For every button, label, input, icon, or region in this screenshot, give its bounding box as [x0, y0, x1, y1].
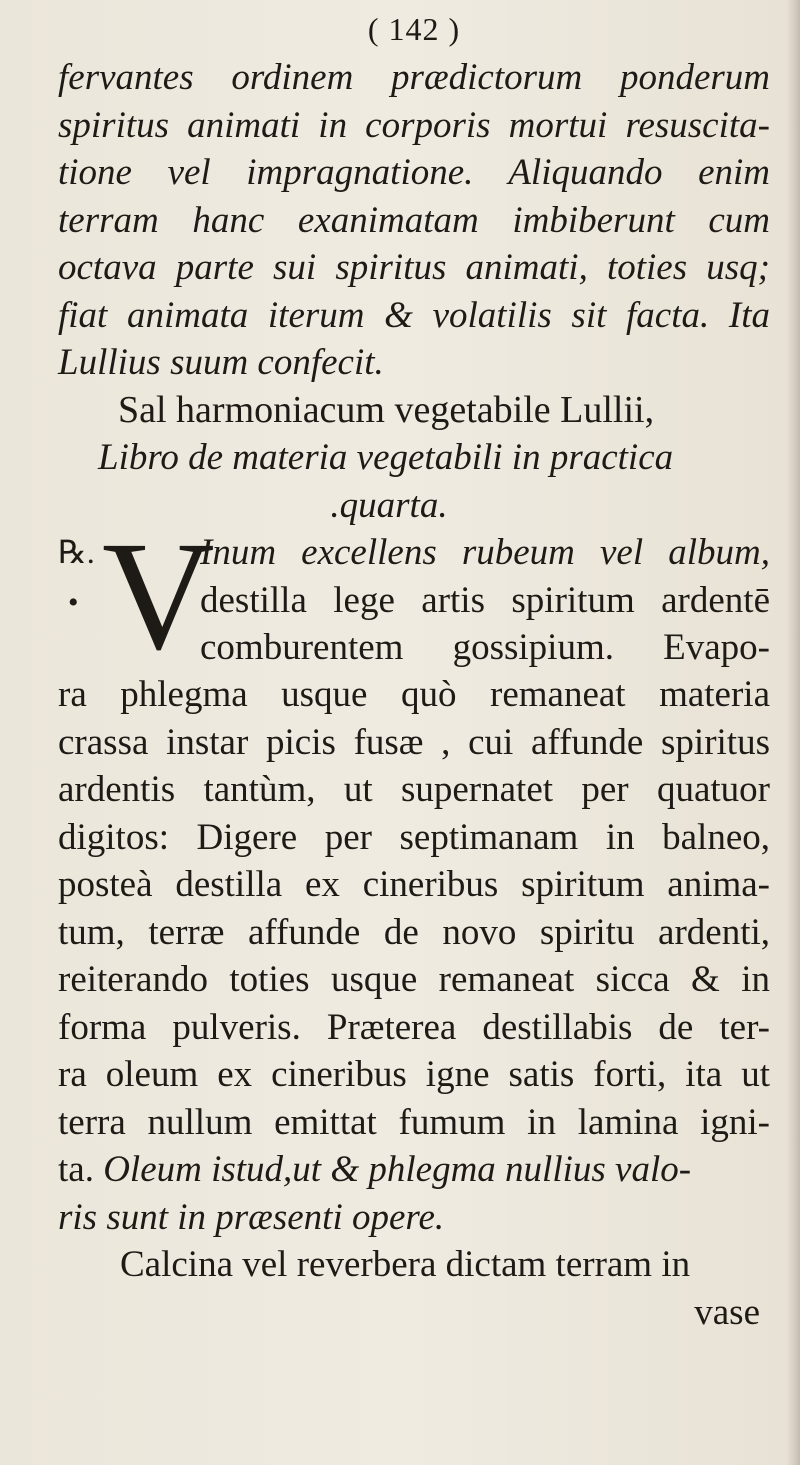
recipe-symbol: ℞.	[58, 534, 95, 570]
catchword: vase	[694, 1291, 760, 1333]
text-line: posteà destilla ex cineribus spiritum anima-	[58, 864, 770, 905]
section-subheading-end: .quarta.	[330, 484, 448, 526]
italic-remark: Oleum istud,ut & phlegma nullius valo-	[93, 1149, 692, 1190]
text-line: reiterando toties usque remaneat sicca & in	[58, 959, 770, 1000]
drop-cap-letter: V	[102, 509, 215, 682]
text-line: forma pulveris. Præterea destillabis de ter-	[58, 1006, 770, 1048]
text-line: octava parte sui spiritus animati, toties usq;	[58, 247, 770, 288]
text-line-mixed	[58, 1146, 770, 1194]
text-line: digitos: Digere per septimanam in balneo,	[58, 816, 770, 858]
text-line: tum, terræ affunde de novo spiritu ardenti,	[58, 911, 770, 953]
text-line: Lullius suum confecit.	[58, 342, 384, 383]
text-line: comburentem gossipium. Evapo-	[200, 627, 770, 668]
text-line: Calcina vel reverbera dictam terram in	[120, 1244, 691, 1285]
text-line: terra nullum emittat fumum in lamina igni-	[58, 1101, 770, 1143]
text-line: destilla lege artis spiritum ardentē	[200, 579, 770, 621]
page-edge-shadow	[786, 0, 800, 1465]
text-line: fervantes ordinem prædictorum ponderum	[58, 57, 770, 98]
text-line: ra oleum ex cineribus igne satis forti, ita ut	[58, 1054, 770, 1095]
text-line: tione vel impragnatione. Aliquando enim	[58, 152, 770, 193]
drop-cap-lines	[200, 529, 770, 672]
line-start-roman: ta.	[58, 1149, 94, 1190]
text-line: crassa instar picis fusæ , cui affunde spiritus	[58, 721, 770, 763]
recipe-dot: •	[68, 586, 79, 619]
page-number: ( 142 )	[367, 11, 461, 47]
section-heading: Sal harmoniacum vegetabile Lullii,	[118, 388, 655, 431]
text-line: ris sunt in præsenti opere.	[58, 1196, 445, 1238]
text-line: ardentis tantùm, ut supernatet per quatuor	[58, 769, 770, 810]
text-line: spiritus animati in corporis mortui resuscita-	[58, 104, 770, 146]
drop-cap-paragraph	[58, 509, 770, 682]
text-line: ra phlegma usque quò remaneat materia	[58, 674, 770, 715]
text-line: fiat animata iterum & volatilis sit facta. Ita	[58, 294, 770, 336]
text-line: Inum excellens rubeum vel album,	[200, 532, 770, 573]
text-line: terram hanc exanimatam imbiberunt cum	[58, 199, 770, 241]
section-subheading: Libro de materia vegetabili in practica	[98, 437, 674, 478]
